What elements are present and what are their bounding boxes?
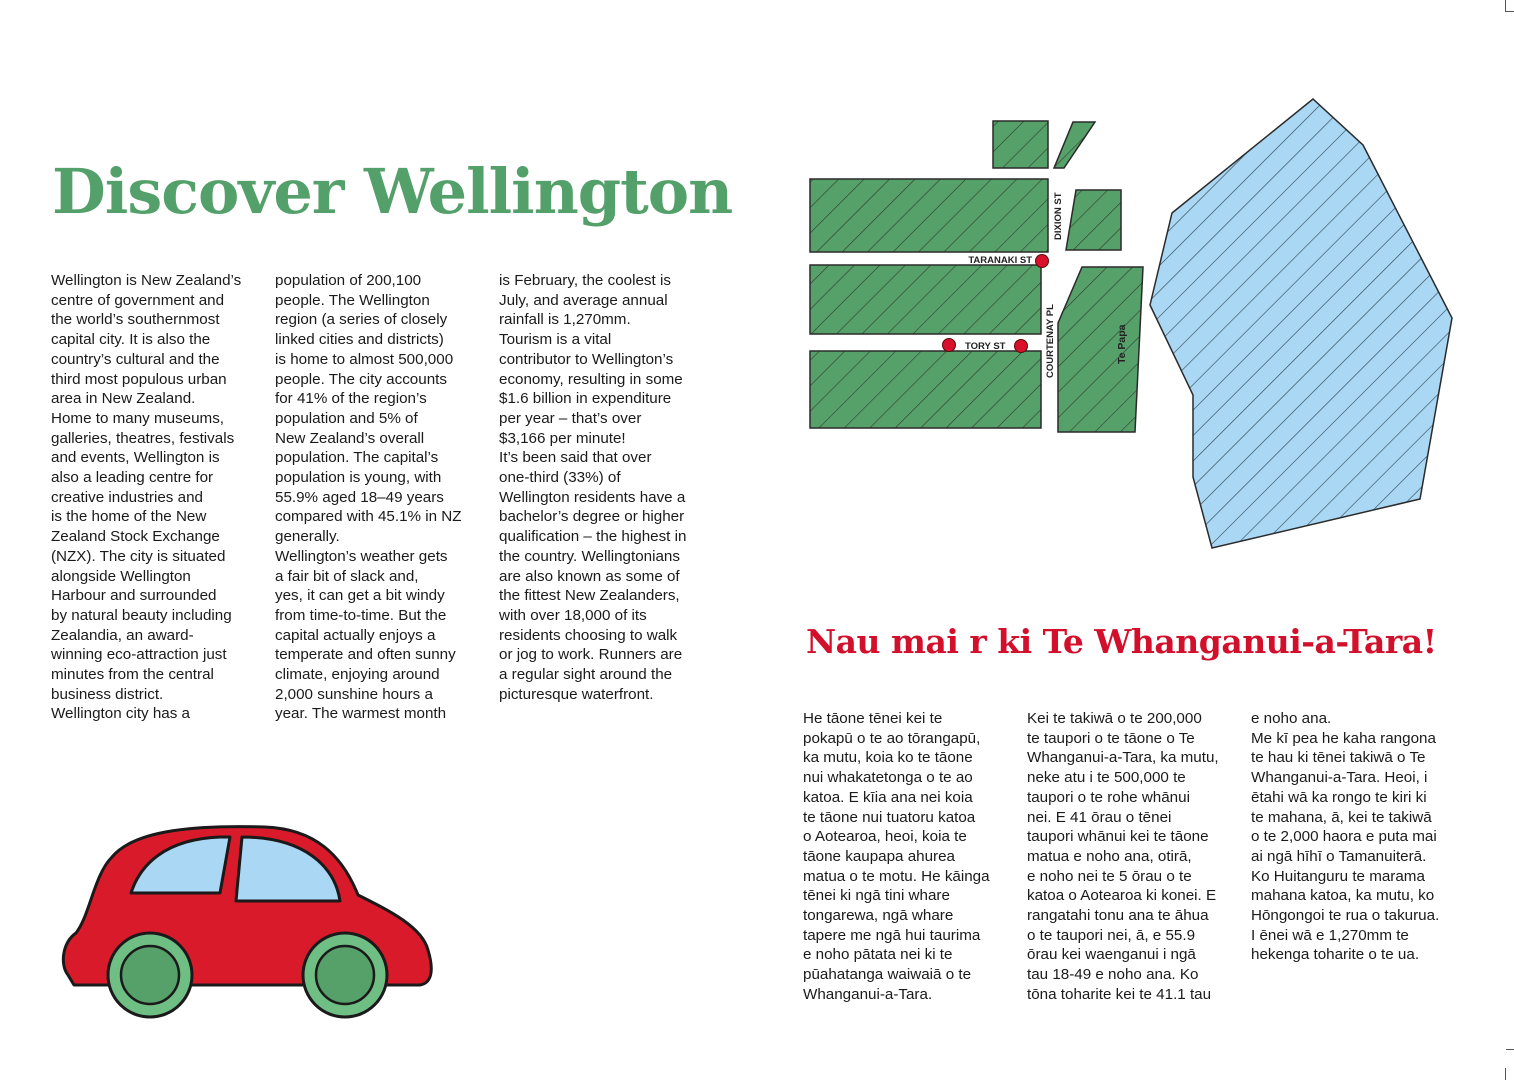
city-block-courtenay-east: [1058, 267, 1143, 432]
maori-title: Nau mai r ki Te Whanganui-a-Tara!: [806, 622, 1437, 661]
taranaki-st-label: TARANAKI ST: [968, 255, 1032, 266]
car-front-wheel: [108, 933, 192, 1017]
te-papa-block: [1150, 99, 1452, 548]
crop-mark-bottom-right-h: [1506, 1049, 1514, 1050]
city-block-dixion-east: [1066, 190, 1121, 250]
english-column-3: is February, the coolest is July, and average annual rainfall is 1,270mm. Tourism is a vital contributor to Wellington’s economy, resulting in some $1.6 billion in expenditure per year – that’s over $3,166 per minute! It’s been said that over one-third (33%) of Wellington residents have a bachelor’s degree or higher qualification – the highest in the country. Wellingtonians are also known as some of the fittest New Zealanders, with over 18,000 of its residents choosing to walk or jog to work. Runners are a regular sight around the picturesque waterfront.: [499, 272, 687, 703]
english-column-1: Wellington is New Zealand’s centre of government and the world’s southernmost capital city. It is also the country’s cultural and the third most populous urban area in New Zealand. Home to many museums, galleries, theatres, festivals and events, Wellington is also a leading centre for creative industries and is the home of the New Zealand Stock Exchange (NZX). The city is situated alongside Wellington Harbour and surrounded by natural beauty including Zealandia, an award- winning eco-attraction just minutes from the central business district. Wellington city has a: [51, 272, 242, 723]
dixion-st-label: DIXION ST: [1053, 192, 1064, 240]
te-papa-label: Te Papa: [1116, 324, 1128, 364]
maori-column-1: He tāone tēnei kei te pokapū o te ao tōrangapū, ka mutu, koia ko te tāone nui whakatetonga o te ao katoa. E kīia ana nei koia te tāone nui tuatoru katoa o Aotearoa, heoi, koia te tāone kaupapa ahurea matua o te motu. He kāinga tēnei ki ngā tini whare tongarewa, ngā whare tapere me ngā hui taurima e noho pātata nei ki te pūahatanga waiwaiā o te Whanganui-a-Tara.: [803, 710, 990, 1003]
street-map: [800, 90, 1460, 560]
marker-tory-west: [943, 339, 956, 352]
city-block-northwest: [810, 179, 1048, 252]
courtenay-pl-label: COURTENAY PL: [1045, 304, 1056, 378]
marker-taranaki: [1036, 255, 1049, 268]
tory-st-label: TORY ST: [965, 341, 1006, 352]
car-illustration: [50, 815, 440, 1025]
maori-column-3: e noho ana. Me kī pea he kaha rangona te hau ki tēnei takiwā o Te Whanganui-a-Tara. Heoi, i ētahi wā ka rongo te kiri ki te mahana, ā, kei te takiwā o te 2,000 haora e puta mai ai ngā hīhī o Tamanuiterā. Ko Huitanguru te marama mahana katoa, ka mutu, ko Hōngongoi te rua o takurua. I ēnei wā e 1,270mm te hekenga toharite o te ua.: [1251, 710, 1440, 964]
city-block-top-small: [993, 121, 1048, 168]
city-block-dixion-top: [1054, 122, 1095, 168]
city-block-west-middle: [810, 265, 1041, 334]
crop-mark-bottom-right: [1505, 1068, 1506, 1080]
car-rear-wheel: [303, 933, 387, 1017]
page-title: Discover Wellington: [52, 155, 733, 228]
english-column-2: population of 200,100 people. The Wellington region (a series of closely linked cities and districts) is home to almost 500,000 people. The city accounts for 41% of the region’s population and 5% of New Zealand’s overall population. The capital’s population is young, with 55.9% aged 18–49 years compared with 45.1% in NZ generally. Wellington’s weather gets a fair bit of slack and, yes, it can get a bit windy from time-to-time. But the capital actually enjoys a temperate and often sunny climate, enjoying around 2,000 sunshine hours a year. The warmest month: [275, 272, 462, 723]
city-block-southwest: [810, 351, 1041, 428]
maori-column-2: Kei te takiwā o te 200,000 te taupori o te tāone o Te Whanganui-a-Tara, ka mutu, neke atu i te 500,000 te taupori o te rohe whānui nei. E 41 ōrau o tēnei taupori whānui kei te tāone matua e noho ana, otirā, e noho nei te 5 ōrau o te katoa o Aotearoa ki konei. E rangatahi tonu ana te āhua o te taupori nei, ā, e 55.9 ōrau kei waenganui i ngā tau 18-49 e noho ana. Ko tōna toharite kei te 41.1 tau: [1027, 710, 1219, 1003]
marker-tory-east: [1015, 340, 1028, 353]
crop-mark-top-right-h: [1506, 11, 1514, 12]
